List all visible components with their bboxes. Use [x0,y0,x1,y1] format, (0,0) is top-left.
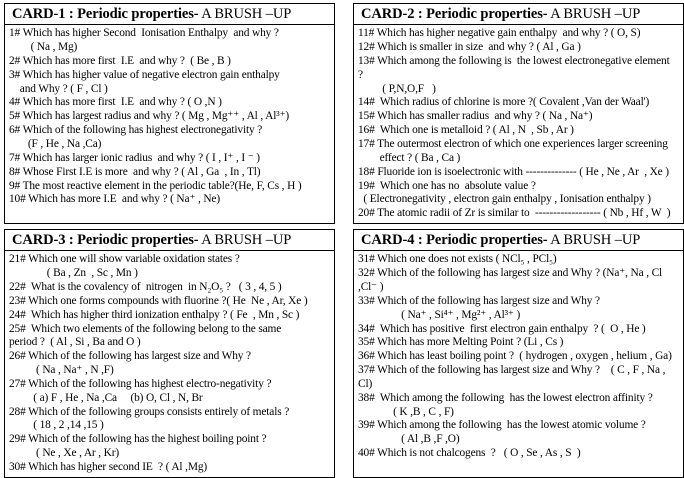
question-line: 27# Which of the following has highest electro-negativity ? [9,377,272,390]
question-line: 2# Which has more first I.E and why ? ( Be , B ) [9,54,231,67]
question-line: 21# Which one will show variable oxidation states ? [9,253,240,266]
card-3-title-lead: CARD-3 : Periodic properties- [12,232,199,249]
question-line: 18# Fluoride ion is isoelectronic with -------------- ( He , Ne , Ar , Xe ) [358,165,669,178]
question-line: 14# Which radius of chlorine is more ?( Covalent ,Van der Waal') [358,96,650,109]
question-line: 25# Which two elements of the following belong to the same [9,322,282,335]
question-line: 9# The most reactive element in the periodic table?(He, F, Cs , H ) [9,179,302,192]
cards-row-bottom [5,230,684,478]
question-line: 34# Which has positive first electron gain enthalpy ? ( O , He ) [358,322,646,335]
question-line: ( Ba , Zn , Sc , Mn ) [9,267,138,280]
question-line: 30# Which has higher second IE ? ( Al ,Mg) [9,460,208,473]
question-line: 33# Which of the following has largest size and Why ? [358,294,600,307]
question-line: 28# Which of the following groups consists entirely of metals ? [9,405,290,418]
card-4-title-lead: CARD-4 : Periodic properties- [361,232,548,249]
question-line: ( a) F , He , Na ,Ca (b) O, Cl , N, Br [9,391,203,404]
question-line: 16# Which one is metalloid ? ( Al , N , Sb , Ar ) [358,124,574,137]
card-2-title-lead: CARD-2 : Periodic properties- [361,6,548,22]
card-1-title [5,4,334,25]
question-line: 4# Which has more first I.E and why ? ( O ,N ) [9,96,222,109]
question-line: 15# Which has smaller radius and why ? ( Na , Na⁺) [358,110,593,123]
question-line: (F , He , Na ,Ca) [9,137,102,150]
card-cell-1 [5,4,335,224]
question-line: 6# Which of the following has highest electronegativity ? [9,124,263,137]
question-line: 7# Which has larger ionic radius and why ? ( I , I⁺ , I ⁻ ) [9,151,260,164]
question-line: 20# The atomic radii of Zr is similar to ------------------ ( Nb , Hf , W ) [358,207,671,220]
card-1 [5,4,334,223]
question-line: 24# Which has higher third ionization enthalpy ? ( Fe , Mn , Sc ) [9,308,300,321]
question-line: 29# Which of the following has the highest boiling point ? [9,433,267,446]
question-line: and Why ? ( F , Cl ) [9,82,108,95]
question-line: 3# Which has higher value of negative electron gain enthalpy [9,68,280,81]
question-line: 23# Which one forms compounds with fluorine ?( He Ne , Ar, Xe ) [9,294,308,307]
column-gap [335,230,354,478]
question-line: 17# The outermost electron of which one experiences larger screening [358,137,668,150]
question-line: 19# Which one has no absolute value ? [358,179,536,192]
question-line: ( Ne , Xe , Ar , Kr) [9,447,120,460]
card-4-title-tail: A BRUSH –UP [547,232,641,249]
question-line: 13# Which among the following is the lowest electronegative element ? [358,54,678,81]
cards-table [4,3,684,478]
question-line: ( P,N,O,F ) [358,82,436,95]
question-line: 37# Which of the following has largest size and Why ? ( C , F , Na , Cl) [358,364,668,390]
card-4-title [354,230,683,251]
card-cell-2 [354,4,684,224]
card-3-title [5,230,334,251]
card-2-title [354,4,683,25]
question-line: 31# Which one does not exists ( NCl₅ , PCl₅) [358,253,557,266]
card-4 [354,230,683,477]
card-cell-3 [5,230,335,478]
question-line: ( K ,B , C , F) [358,405,454,418]
question-line: ( Al ,B ,F ,O) [358,433,460,446]
card-3-title-tail: A BRUSH –UP [198,232,292,249]
question-line: 26# Which of the following has largest size and Why ? [9,350,251,363]
question-line: 40# Which is not chalcogens ? ( O , Se , As , S ) [358,447,581,460]
question-line: 35# Which has more Melting Point ? (Li , Cs ) [358,336,564,349]
card-2-title-tail: A BRUSH –UP [547,6,641,22]
column-gap [335,4,354,224]
card-1-title-tail: A BRUSH –UP [198,6,292,22]
card-2-body [354,25,683,223]
question-line: 36# Which has least boiling point ? ( hydrogen , oxygen , helium , Ga) [358,350,672,363]
card-3-body [5,251,334,477]
card-2 [354,4,683,223]
card-3 [5,230,334,477]
card-cell-4 [354,230,684,478]
question-line: 22# What is the covalency of nitrogen in N₂O₅ ? ( 3 , 4, 5 ) [9,280,282,293]
card-4-body [354,251,683,463]
card-1-body [5,25,334,209]
question-line: ( Electronegativity , electron gain enthalpy , Ionisation enthalpy ) [358,193,651,206]
question-line: 11# Which has higher negative gain enthalpy and why ? ( O, S) [358,27,641,40]
question-line: ( Na⁺ , Si⁴⁺ , Mg²⁺ , Al³⁺ ) [358,308,521,321]
question-line: period ? ( Al , Si , Ba and O ) [9,336,141,349]
question-line: 38# Which among the following has the lowest electron affinity ? [358,391,653,404]
question-line: 12# Which is smaller in size and why ? ( Al , Ga ) [358,41,581,54]
question-line: 10# Which has more I.E and why ? ( Na⁺ , Ne) [9,193,220,206]
cards-row-top [5,4,684,224]
question-line: effect ? ( Ba , Ca ) [358,151,461,164]
question-line: ( Na , Na⁺ , N ,F) [9,364,114,377]
card-1-title-lead: CARD-1 : Periodic properties- [12,6,199,22]
question-line: 39# Which among the following has the lowest atomic volume ? [358,419,646,432]
question-line: 8# Whose First I.E is more and why ? ( Al , Ga , In , Tl) [9,165,261,178]
question-line: 1# Which has higher Second Ionisation Enthalpy and why ? [9,27,279,40]
question-line: 5# Which has largest radius and why ? ( Mg , Mg⁺⁺ , Al , Al³⁺) [9,110,290,123]
question-line: ( Na , Mg) [9,41,78,54]
question-line: ( 18 , 2 ,14 ,15 ) [9,419,104,432]
question-line: 32# Which of the following has largest size and Why ? (Na⁺, Na , Cl ,Cl⁻ ) [358,267,665,293]
